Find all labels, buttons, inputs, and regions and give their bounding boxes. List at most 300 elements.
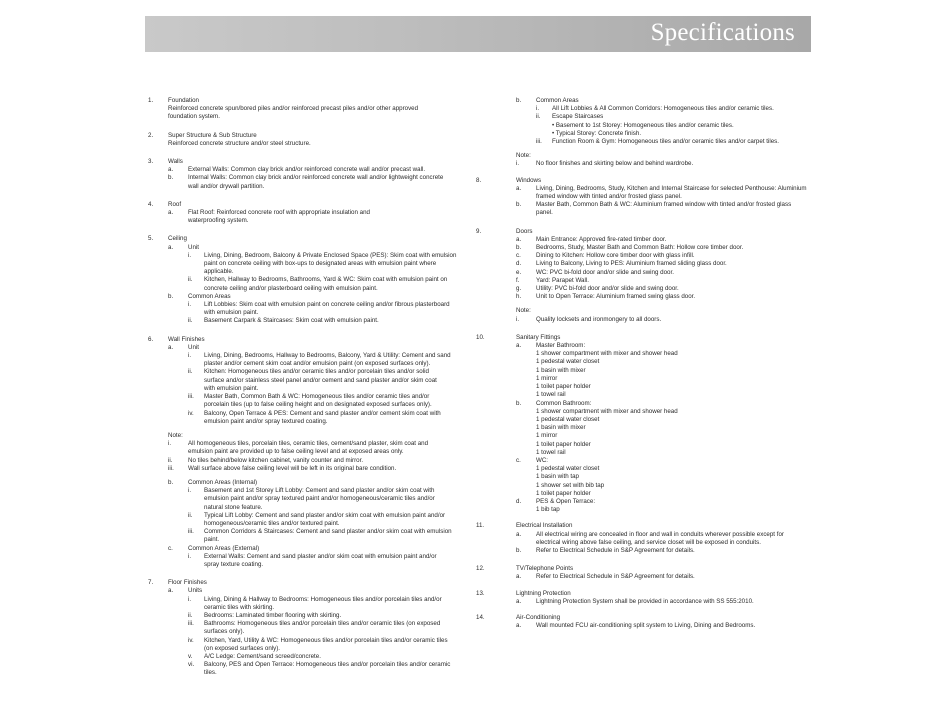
section-heading: TV/Telephone Points xyxy=(516,565,574,573)
section-number: 10. xyxy=(476,333,485,341)
item-marker: d. xyxy=(516,260,522,268)
spec-item xyxy=(516,209,816,217)
item-marker: b. xyxy=(168,292,174,300)
item-text: Refer to Electrical Schedule in S&P Agreement for details. xyxy=(536,573,695,581)
spec-item xyxy=(168,174,448,182)
item-text: Unit to Open Terrace: Aluminium framed swing glass door. xyxy=(536,293,696,301)
item-marker: iii. xyxy=(188,393,194,401)
spec-subitem xyxy=(516,138,816,146)
item-text: emulsion paint are provided up to false ceiling level and at exposed areas only. xyxy=(188,448,404,456)
left-column xyxy=(148,97,457,678)
item-text: Balcony, Open Terrace & PES: Cement and sand plaster and/or cement skim coat with xyxy=(204,409,441,417)
item-text: All homogeneous tiles, porcelain tiles, ceramic tiles, cement/sand plaster, skim coat and xyxy=(188,440,429,448)
spec-item xyxy=(168,448,448,456)
item-text: surface and/or stainless steel panel and/or cement and sand plaster and/or skim coat xyxy=(204,376,437,384)
spec-subitem xyxy=(168,410,448,418)
section-number: 8. xyxy=(476,176,482,184)
item-text: Living, Dining, Bedroom, Balcony & Private Enclosed Space (PES): Skim coat with emulsion xyxy=(204,251,457,259)
spec-subitem xyxy=(168,260,448,268)
item-text: Master Bath, Common Bath & WC: Aluminium framed window with tinted and/or frosted glass xyxy=(536,201,792,209)
spec-section xyxy=(476,176,816,218)
item-text: WC: PVC bi-fold door and/or slide and swing door. xyxy=(536,268,674,276)
spec-subitem xyxy=(516,130,816,138)
spec-subitem xyxy=(168,352,451,360)
item-text: waterproofing system. xyxy=(188,217,249,225)
spec-section xyxy=(148,200,448,226)
item-marker: a. xyxy=(516,235,522,243)
spec-subitem xyxy=(168,536,448,544)
spec-subitem xyxy=(168,637,448,645)
spec-subitem xyxy=(516,113,816,121)
spec-section xyxy=(148,97,448,122)
item-text: Common Areas (External) xyxy=(188,544,260,552)
item-text: A/C Ledge: Cement/sand screed/concrete. xyxy=(204,652,321,660)
item-marker: ii. xyxy=(188,368,193,376)
item-marker: i. xyxy=(188,301,192,309)
item-text: 1 pedestal water closet xyxy=(536,415,600,423)
section-heading: Windows xyxy=(516,176,542,184)
spec-item xyxy=(516,316,816,324)
item-text: Living, Dining, Bedrooms, Study, Kitchen and Internal Staircase for selected Penthouse: Aluminium xyxy=(536,184,807,192)
item-text: Typical Lift Lobby: Cement and sand plaster and/or skim coat with emulsion paint and/or xyxy=(204,511,446,519)
item-marker: iv. xyxy=(188,409,194,417)
item-text: Common Areas xyxy=(188,292,231,300)
spec-item xyxy=(516,473,816,481)
spec-subitem xyxy=(168,653,448,661)
spec-item xyxy=(516,432,816,440)
spec-section xyxy=(148,335,452,569)
spec-item xyxy=(516,506,816,514)
item-text: applicable. xyxy=(204,268,234,276)
item-marker: a. xyxy=(516,573,522,581)
item-text: Bedrooms, Study, Master Bath and Common Bath: Hollow core timber door. xyxy=(536,244,744,252)
section-heading: Doors xyxy=(516,227,533,235)
spec-item xyxy=(168,209,448,217)
item-marker: ii. xyxy=(188,511,193,519)
section-heading: Roof xyxy=(168,200,182,208)
spec-subitem xyxy=(168,604,448,612)
item-marker: iv. xyxy=(188,636,194,644)
item-text: with emulsion paint. xyxy=(204,384,259,392)
section-number: 1. xyxy=(148,97,154,104)
item-text: (on exposed surfaces only). xyxy=(204,644,281,652)
spec-item xyxy=(516,367,816,375)
spec-subitem xyxy=(168,393,448,401)
section-number: 11. xyxy=(476,522,485,530)
spec-item xyxy=(516,193,816,201)
item-text: Escape Staircases xyxy=(552,113,604,121)
item-text: paint on concrete ceiling with box-ups to designated areas with emulsion paint where xyxy=(204,260,437,268)
item-marker: i. xyxy=(168,440,172,448)
item-marker: c. xyxy=(168,544,173,552)
section-heading: Reinforced concrete spun/bored piles and/or reinforced precast piles and/or other approved xyxy=(168,105,419,113)
item-text: Refer to Electrical Schedule in S&P Agreement for details. xyxy=(536,546,695,554)
item-marker: a. xyxy=(168,243,174,251)
spec-item xyxy=(168,183,448,191)
item-text: Lightning Protection System shall be provided in accordance with SS 555:2010. xyxy=(536,597,754,605)
item-marker: b. xyxy=(516,244,522,252)
spec-subitem xyxy=(168,512,448,520)
item-marker: vi. xyxy=(188,661,195,669)
item-text: Common Areas xyxy=(536,97,579,104)
item-text: framed window with tinted and/or frosted glass panel. xyxy=(536,193,682,201)
spec-subitem xyxy=(516,122,816,130)
item-marker: a. xyxy=(168,343,174,351)
item-text: Bedrooms: Laminated timber flooring with skirting. xyxy=(204,611,342,619)
spec-item xyxy=(516,160,816,168)
spec-subitem xyxy=(168,309,448,317)
spec-item xyxy=(516,490,816,498)
item-text: Common Bathroom: xyxy=(536,399,592,407)
item-text: Utility: PVC bi-fold door and/or slide and swing door. xyxy=(536,285,679,293)
spec-section xyxy=(476,565,816,581)
item-text: Basement Carpark & Staircases: Skim coat with emulsion paint. xyxy=(204,317,379,325)
spec-subitem xyxy=(168,368,448,376)
spec-subitem xyxy=(516,105,816,113)
spec-subitem xyxy=(168,669,448,677)
item-text: surfaces only). xyxy=(204,628,245,636)
spec-item xyxy=(516,449,816,457)
section-number: 7. xyxy=(148,579,154,587)
item-marker: a. xyxy=(516,530,522,538)
item-text: Wall mounted FCU air-conditioning split system to Living, Dining and Bedrooms. xyxy=(536,622,756,630)
item-text: Internal Walls: Common clay brick and/or reinforced concrete wall and/or lightweight concrete xyxy=(188,174,444,182)
spec-item xyxy=(516,293,816,301)
section-number: 14. xyxy=(476,613,485,621)
item-text: Master Bathroom: xyxy=(536,342,586,350)
item-text: All electrical wiring are concealed in floor and wall in conduits wherever possible except for xyxy=(536,530,784,538)
section-heading: Walls xyxy=(168,158,183,166)
item-marker: ii. xyxy=(188,611,193,619)
item-text: Flat Roof: Reinforced concrete roof with appropriate insulation and xyxy=(188,209,370,217)
item-marker: a. xyxy=(168,209,174,217)
item-marker: v. xyxy=(188,652,193,660)
item-marker: ii. xyxy=(168,456,173,464)
item-text: Dining to Kitchen: Hollow core timber door with glass infill. xyxy=(536,252,695,260)
spec-item xyxy=(516,236,816,244)
spec-item xyxy=(516,342,816,350)
item-text: 1 towel rail xyxy=(536,391,566,399)
item-text: • Basement to 1st Storey: Homogeneous tiles and/or ceramic tiles. xyxy=(552,121,734,129)
item-text: concrete ceiling and/or plasterboard ceiling with emulsion paint. xyxy=(204,284,378,292)
item-text: 1 shower compartment with mixer and shower head xyxy=(536,407,678,415)
spec-item xyxy=(516,269,816,277)
spec-item xyxy=(516,185,816,193)
item-text: • Typical Storey: Concrete finish. xyxy=(552,129,642,137)
item-text: WC: xyxy=(536,456,549,464)
item-marker: i. xyxy=(188,487,192,495)
spec-section xyxy=(476,333,816,514)
item-text: 1 mirror xyxy=(536,374,558,382)
item-text: Yard: Parapet Wall. xyxy=(536,276,589,284)
item-text: 1 toilet paper holder xyxy=(536,440,591,448)
item-marker: i. xyxy=(188,552,192,560)
item-text: tiles. xyxy=(204,669,217,677)
item-marker: a. xyxy=(516,622,522,630)
item-text: panel. xyxy=(536,209,553,217)
spec-subitem xyxy=(168,561,448,569)
spec-item xyxy=(516,391,816,399)
item-text: emulsion paint and/or spray textured paint and/or homogeneous/ceramic tiles and/or xyxy=(204,495,435,503)
item-text: 1 pedestal water closet xyxy=(536,465,600,473)
spec-subitem xyxy=(168,285,448,293)
item-text: 1 basin with tap xyxy=(536,473,579,481)
section-heading: Foundation xyxy=(168,97,199,104)
item-text: Kitchen, Hallway to Bedrooms, Bathrooms, Yard & WC: Skim coat with emulsion paint on xyxy=(204,276,448,284)
item-text: 1 toilet paper holder xyxy=(536,383,591,391)
section-heading: Electrical Installation xyxy=(516,522,573,530)
spec-section xyxy=(148,235,457,325)
spec-item xyxy=(516,244,816,252)
spec-section xyxy=(476,522,816,555)
item-text: emulsion paint and/or spray textured coating. xyxy=(204,417,328,425)
item-text: paint. xyxy=(204,536,220,544)
item-text: electrical wiring above false ceiling, and service closet will be exposed in conduits. xyxy=(536,538,761,546)
item-text: Kitchen: Homogeneous tiles and/or ceramic tiles and/or porcelain tiles and/or solid xyxy=(204,368,429,376)
item-marker: b. xyxy=(168,174,174,182)
item-marker: e. xyxy=(516,268,522,276)
spec-item xyxy=(516,400,816,408)
item-marker: b. xyxy=(516,399,522,407)
item-marker: ii. xyxy=(536,113,541,121)
spec-item xyxy=(516,482,816,490)
spec-item xyxy=(516,498,816,506)
item-text: 1 basin with mixer xyxy=(536,424,586,432)
page-title: Specifications xyxy=(650,19,795,46)
item-text: natural stone feature. xyxy=(204,503,263,511)
section-heading: Floor Finishes xyxy=(168,579,207,587)
item-text: Wall surface above false ceiling level will be left in its original bare condition. xyxy=(188,464,397,472)
item-text: PES & Open Terrace: xyxy=(536,497,596,505)
spec-item xyxy=(516,598,816,606)
item-text: No tiles behind/below kitchen cabinet, vanity counter and mirror. xyxy=(188,456,364,464)
spec-item xyxy=(516,358,816,366)
spec-section xyxy=(476,589,816,606)
spec-subitem xyxy=(168,385,448,393)
section-number: 5. xyxy=(148,235,154,243)
spec-subitem xyxy=(168,301,448,309)
spec-item xyxy=(516,465,816,473)
spec-subitem xyxy=(168,661,451,669)
spec-item xyxy=(516,285,816,293)
item-text: plaster and/or cement skim coat and/or emulsion paint (on exposed surfaces only). xyxy=(204,360,431,368)
spec-item xyxy=(516,539,816,547)
item-text: Common Areas (Internal) xyxy=(188,478,258,486)
item-marker: i. xyxy=(516,315,520,323)
item-text: Units xyxy=(188,587,203,595)
spec-subitem xyxy=(168,645,448,653)
item-marker: b. xyxy=(516,201,522,209)
spec-item xyxy=(516,97,816,105)
spec-item xyxy=(168,545,448,553)
right-column xyxy=(476,97,816,630)
spec-item xyxy=(516,573,816,581)
section-heading: Note: xyxy=(516,307,531,315)
item-text: Lift Lobbies: Skim coat with emulsion paint on concrete ceiling and/or fibrous plasterboard xyxy=(204,301,450,309)
spec-item xyxy=(516,457,816,465)
item-text: Master Bath, Common Bath & WC: Homogeneous tiles and/or ceramic tiles and/or xyxy=(204,393,430,401)
spec-item xyxy=(168,457,448,465)
item-text: wall and/or drywall partition. xyxy=(188,182,265,190)
section-heading: Sanitary Fittings xyxy=(516,333,561,341)
item-text: with emulsion paint. xyxy=(204,309,259,317)
spec-subitem xyxy=(168,360,448,368)
item-marker: ii. xyxy=(188,317,193,325)
section-heading: Lightning Protection xyxy=(516,589,571,597)
section-number: 4. xyxy=(148,200,154,208)
spec-subitem xyxy=(168,418,448,426)
item-marker: a. xyxy=(516,184,522,192)
spec-subitem xyxy=(168,377,448,385)
item-text: Unit xyxy=(188,343,200,351)
item-marker: b. xyxy=(516,546,522,554)
spec-section xyxy=(148,158,448,191)
item-text: External Walls: Common clay brick and/or reinforced concrete wall and/or precast wall. xyxy=(188,166,426,174)
spec-item xyxy=(516,408,816,416)
section-number: 12. xyxy=(476,565,485,573)
item-text: Function Room & Gym: Homogeneous tiles and/or ceramic tiles and/or carpet tiles. xyxy=(552,138,779,146)
section-heading: Super Structure & Sub Structure xyxy=(168,131,257,139)
item-text: spray texture coating. xyxy=(204,560,264,568)
spec-item xyxy=(516,201,816,209)
item-text: ceramic tiles with skirting. xyxy=(204,603,275,611)
item-text: Living, Dining & Hallway to Bedrooms: Homogeneous tiles and/or porcelain tiles and/or xyxy=(204,595,442,603)
spec-subitem xyxy=(168,251,457,260)
spec-item xyxy=(516,531,816,539)
item-text: Bathrooms: Homogeneous tiles and/or porcelain tiles and/or ceramic tiles (on exposed xyxy=(204,620,441,628)
item-marker: ii. xyxy=(188,276,193,284)
item-text: Living to Balcony, Living to PES: Aluminium framed sliding glass door. xyxy=(536,260,727,268)
item-text: Balcony, PES and Open Terrace: Homogeneous tiles and/or porcelain tiles and/or ceramic xyxy=(204,661,451,669)
item-marker: a. xyxy=(516,597,522,605)
item-marker: iii. xyxy=(188,528,194,536)
spec-item xyxy=(516,260,816,268)
section-heading: Note: xyxy=(516,152,531,160)
item-text: External Walls: Cement and sand plaster and/or skim coat with emulsion paint and/or xyxy=(204,552,437,560)
spec-section xyxy=(148,579,451,677)
spec-item xyxy=(168,244,448,252)
spec-subitem xyxy=(168,596,448,604)
item-marker: d. xyxy=(516,497,522,505)
section-heading: Ceiling xyxy=(168,235,187,243)
section-heading: Wall Finishes xyxy=(168,335,205,343)
item-marker: h. xyxy=(516,293,522,301)
section-heading: foundation system. xyxy=(168,113,220,121)
spec-item xyxy=(168,293,448,301)
item-marker: c. xyxy=(516,252,521,260)
item-marker: f. xyxy=(516,276,520,284)
item-text: homogeneous/ceramic tiles and/or textured paint. xyxy=(204,519,340,527)
spec-section xyxy=(516,97,816,169)
specifications-banner xyxy=(145,16,811,52)
item-marker: c. xyxy=(516,456,521,464)
item-text: 1 pedestal water closet xyxy=(536,358,600,366)
spec-subitem xyxy=(168,628,448,636)
item-text: Quality locksets and ironmongery to all doors. xyxy=(536,315,662,323)
spec-subitem xyxy=(168,504,448,512)
section-number: 13. xyxy=(476,589,485,597)
item-text: 1 basin with mixer xyxy=(536,366,586,374)
item-marker: iii. xyxy=(168,464,174,472)
item-marker: iii. xyxy=(536,138,542,146)
spec-item xyxy=(168,465,448,473)
section-number: 9. xyxy=(476,227,482,235)
section-heading: Air-Conditioning xyxy=(516,613,561,621)
section-number: 2. xyxy=(148,131,154,139)
spec-item xyxy=(168,217,448,225)
spec-item xyxy=(516,383,816,391)
spec-item xyxy=(516,350,816,358)
item-text: porcelain tiles (up to false ceiling height and on designated exposed surfaces only). xyxy=(204,401,432,409)
item-text: 1 shower set with bib tap xyxy=(536,481,605,489)
spec-item xyxy=(516,252,816,260)
spec-item xyxy=(516,416,816,424)
item-marker: a. xyxy=(168,587,174,595)
spec-item xyxy=(168,587,448,595)
item-text: Unit xyxy=(188,243,200,251)
item-marker: b. xyxy=(516,97,522,104)
spec-subitem xyxy=(168,317,448,325)
spec-subitem xyxy=(168,612,448,620)
item-text: No floor finishes and skirting below and behind wardrobe. xyxy=(536,160,694,168)
item-marker: i. xyxy=(188,352,192,360)
item-text: Common Corridors & Staircases: Cement and sand plaster and/or skim coat with emulsion xyxy=(204,528,452,536)
spec-item xyxy=(516,424,816,432)
spec-section xyxy=(476,613,816,630)
item-text: Kitchen, Yard, Utility & WC: Homogeneous tiles and/or porcelain tiles and/or ceramic tiles xyxy=(204,636,448,644)
item-text: 1 bib tap xyxy=(536,506,560,514)
item-text: Main Entrance: Approved fire-rated timber door. xyxy=(536,235,667,243)
item-text: 1 towel rail xyxy=(536,448,566,456)
spec-item xyxy=(516,277,816,285)
item-marker: i. xyxy=(516,160,520,168)
item-text: 1 shower compartment with mixer and shower head xyxy=(536,350,678,358)
spec-subitem xyxy=(168,620,448,628)
spec-subitem xyxy=(168,528,452,536)
item-text: Living, Dining, Bedrooms, Hallway to Bedrooms, Balcony, Yard & Utility: Cement and sand xyxy=(204,352,451,360)
spec-subitem xyxy=(168,487,448,495)
spec-item xyxy=(168,344,448,352)
spec-item xyxy=(168,440,448,448)
section-heading: Reinforced concrete structure and/or steel structure. xyxy=(168,139,311,147)
item-marker: b. xyxy=(168,478,174,486)
item-marker: i. xyxy=(188,595,192,603)
item-marker: a. xyxy=(168,166,174,174)
item-marker: i. xyxy=(536,105,540,113)
section-number: 6. xyxy=(148,335,154,343)
section-heading: Note: xyxy=(168,431,183,439)
item-text: 1 mirror xyxy=(536,432,558,440)
spec-item xyxy=(168,479,448,487)
spec-item xyxy=(516,547,816,555)
spec-subitem xyxy=(168,553,448,561)
item-marker: iii. xyxy=(188,620,194,628)
item-marker: a. xyxy=(516,342,522,350)
item-marker: g. xyxy=(516,285,522,293)
spec-item xyxy=(516,622,816,630)
spec-subitem xyxy=(168,520,448,528)
item-text: 1 toilet paper holder xyxy=(536,489,591,497)
spec-section xyxy=(476,227,816,324)
spec-subitem xyxy=(168,401,448,409)
spec-subitem xyxy=(168,276,448,284)
item-marker: i. xyxy=(188,251,192,259)
section-number: 3. xyxy=(148,158,154,166)
spec-item xyxy=(516,375,816,383)
spec-subitem xyxy=(168,495,448,503)
spec-section xyxy=(148,131,448,148)
item-text: Basement and 1st Storey Lift Lobby: Cement and sand plaster and/or skim coat with xyxy=(204,487,435,495)
